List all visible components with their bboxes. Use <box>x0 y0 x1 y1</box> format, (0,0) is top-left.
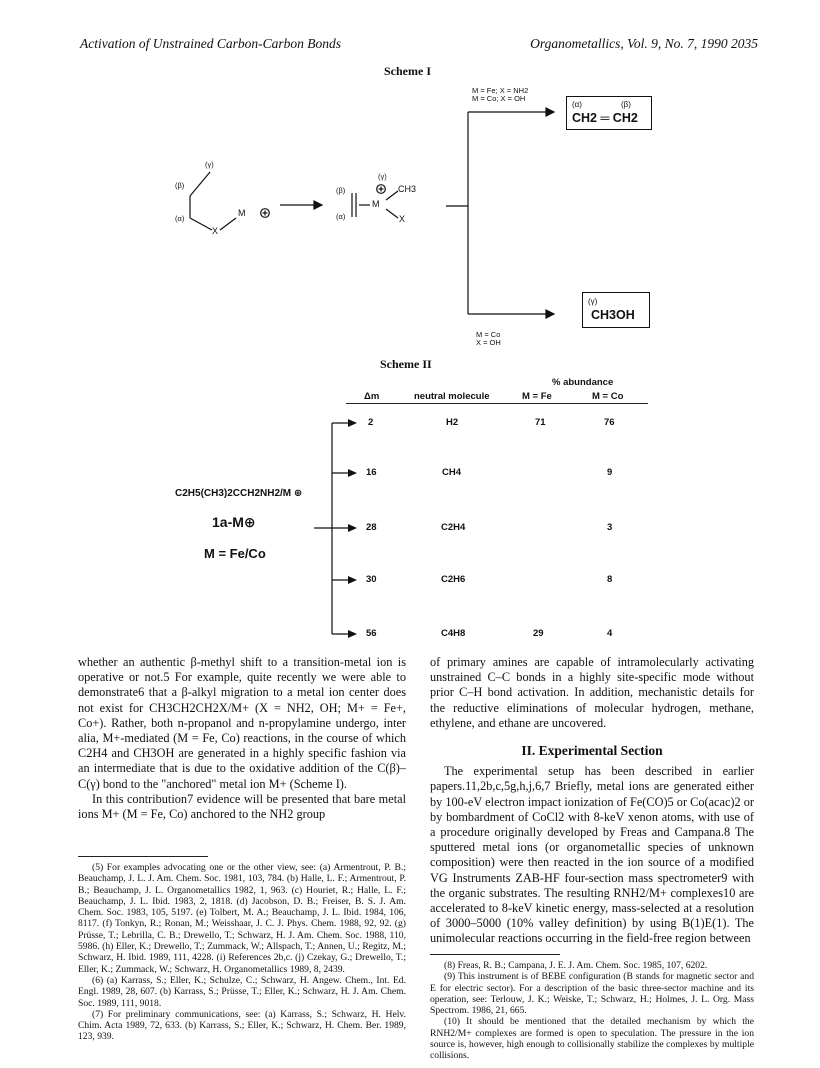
row-neutral: H2 <box>446 417 459 428</box>
intermediate-beta-label: (β) <box>336 186 346 195</box>
left-footnotes <box>78 862 406 1043</box>
box-gamma-label: (γ) <box>588 297 598 306</box>
metal-label: M = Fe/Co <box>204 546 266 561</box>
box-ethylene-formula: CH2 ═ CH2 <box>572 111 638 125</box>
paragraph: whether an authentic β-methyl shift to a transition-metal ion is operative or not.5 For example, quite recently we were able to demonstrate6 that a β-alkyl migration to a metal ion center does not exist for CH3CH2CH2X/M+ (X = NH2, OH; M+ = Fe+, Co+). Rather, both n-propanol and n-propylamine undergo, inter alia, M+-mediated (M = Fe, Co) reactions, in the course of which C2H4 and CH3OH are generated in a highly specific fashion via an intermediate that is due to the oxidative addition of the C(β)–C(γ) bond to the "anchored" metal ion M+ (Scheme I). <box>78 655 406 791</box>
product-box-methanol <box>582 292 650 328</box>
intermediate-bond-x <box>386 209 398 218</box>
row-co: 3 <box>607 522 613 533</box>
row-dm: 2 <box>368 417 374 428</box>
footnote-10: (10) It should be mentioned that the detailed mechanism by which the RNH2/M+ complexes are formed is open to speculation. The pressure in the ion source is, however, high enough to collisionally stabilize the complexes by multiple collisions. <box>430 1016 754 1062</box>
reactant-gamma-label: (γ) <box>205 160 214 169</box>
paragraph: In this contribution7 evidence will be presented that bare metal ions M+ (M = Fe, Co) anchored to the NH2 group <box>78 791 406 822</box>
right-footnotes <box>430 960 754 1062</box>
row-neutral: C4H8 <box>441 628 466 639</box>
intermediate-alpha-label: (α) <box>336 212 346 221</box>
row-co: 9 <box>607 467 613 478</box>
row-co: 76 <box>604 417 615 428</box>
footnote-rule-right <box>430 954 560 955</box>
paragraph: The experimental setup has been described in earlier papers.11,2b,c,5g,h,j,6,7 Briefly, metal ions are generated either by 100-eV electron impact ionization of Fe(CO)5 or Co(acac)2 or by bombardment of CoCl2 with 8-keV xenon atoms, with use of a procedure originally developed by Freas and Campana.8 The sputtered metal ions (or organometallic species of unknown composition) were then reacted in the ion source of a modified VG Instruments ZAB-HF four-section mass spectrometer9 with the organic substrates. The resulting RNH2/M+ complexes10 are accelerated to 8-keV kinetic energy, mass-selected at a resolution of 3000–5000 (10% valley definition) by using B(1)E(1). The unimolecular reactions occurring in the field-free region between <box>430 764 754 946</box>
box-methanol-formula: CH3OH <box>591 308 635 322</box>
right-column-body <box>430 655 754 947</box>
reactant-bond-x-m <box>220 218 236 230</box>
row-dm: 56 <box>366 628 377 639</box>
row-dm: 30 <box>366 574 377 585</box>
reactant-bond-alpha-x <box>190 218 212 230</box>
footnote-5: (5) For examples advocating one or the other view, see: (a) Armentrout, P. B.; Beauchamp, J. L. J. Am. Chem. Soc. 1981, 103, 784. (b) Halle, L. F.; Armentrout, P. B.; Beauchamp, J. L. Organometallics 1982, 1, 963. (c) Houriet, R.; Halle, L. F.; Beauchamp, J. L. Ibid. 1983, 2, 1818. (d) Jacobson, D. B.; Freiser, B. S. J. Am. Chem. Soc. 1983, 105, 5197. (e) Tolbert, M. A.; Beauchamp, J. L. Ibid. 1984, 106, 8117. (f) Tonkyn, R.; Ronan, M.; Weisshaar, J. C. J. Phys. Chem. 1988, 92, 92. (g) Prüsse, T.; Lebrilla, C. B.; Drewello, T.; Schwarz, H. J. Am. Chem. Soc. 1988, 110, 5986. (h) Eller, K.; Drewello, T.; Zummack, W.; Allspach, T.; Annen, U.; Regitz, M.; Schwarz, H. Ibid. 1989, 111, 4228. (i) References 2b,c. (j) Czekay, G.; Drewello, T.; Eller, K.; Zummack, W.; Schwarz, H. Organometallics 1989, 8, 2439. <box>78 862 406 975</box>
footnote-8: (8) Freas, R. B.; Campana, J. E. J. Am. Chem. Soc. 1985, 107, 6202. <box>444 960 708 971</box>
reactant-x-label: X <box>212 226 219 236</box>
scheme-2-title: Scheme II <box>380 357 432 371</box>
col-neutral-molecule: neutral molecule <box>414 391 490 402</box>
col-m-fe: M = Fe <box>522 391 552 402</box>
box-beta-label: (β) <box>621 100 631 109</box>
left-column-body <box>78 655 406 822</box>
row-neutral: C2H6 <box>441 574 466 585</box>
row-dm: 16 <box>366 467 377 478</box>
reactant-alpha-label: (α) <box>175 214 185 223</box>
reactant-beta-label: (β) <box>175 181 185 190</box>
compound-label: 1a-M⊕ <box>212 514 256 530</box>
paragraph: of primary amines are capable of intramolecularly activating unstrained C–C bonds in a highly site-specific mode without prior C–H bond activation. In addition, mechanistic details for the reductive eliminations of molecular hydrogen, methane, ethylene, and ethane are uncovered. <box>430 655 754 730</box>
top-condition-1: M = Fe; X = NH2 <box>472 86 529 95</box>
row-co: 4 <box>607 628 613 639</box>
footnote-6: (6) (a) Karrass, S.; Eller, K.; Schulze, C.; Schwarz, H. Angew. Chem., Int. Ed. Engl. 1989, 28, 607. (b) Karrass, S.; Prüsse, T.; Eller, K.; Schwarz, H. J. Am. Chem. Soc. 1989, 111, 9018. <box>78 974 406 1009</box>
footnote-rule-left <box>78 856 208 857</box>
abundance-header: % abundance <box>552 377 614 388</box>
bottom-condition-2: X = OH <box>476 338 501 347</box>
running-header-journal: Organometallics, Vol. 9, No. 7, 1990 2035 <box>530 36 758 51</box>
intermediate-m-label: M <box>372 199 380 209</box>
row-fe: 29 <box>533 628 544 639</box>
precursor-formula: C2H5(CH3)2CCH2NH2/M ⊕ <box>175 488 303 499</box>
intermediate-bond-ch3 <box>386 191 398 200</box>
scheme-1-title: Scheme I <box>384 64 431 78</box>
top-condition-2: M = Co; X = OH <box>472 94 526 103</box>
row-co: 8 <box>607 574 613 585</box>
row-neutral: CH4 <box>442 467 462 478</box>
scheme-1-drawing <box>0 0 820 360</box>
box-alpha-label: (α) <box>572 100 582 109</box>
intermediate-x-label: X <box>399 214 406 224</box>
row-fe: 71 <box>535 417 546 428</box>
footnote-9: (9) This instrument is of BEBE configuration (B stands for magnetic sector and E for electric sector). For a description of the basic three-sector machine and its operation, see: Terlouw, J. K.; Weiske, T.; Schwarz, H.; Holmes, J. L. Org. Mass Spectrom. 1986, 21, 665. <box>430 971 754 1017</box>
intermediate-gamma-label: (γ) <box>378 172 387 181</box>
footnote-7: (7) For preliminary communications, see: (a) Karrass, S.; Schwarz, H. Helv. Chim. Acta 1989, 72, 633. (b) Karrass, S.; Eller, K.; Schwarz, H. Chem. Ber. 1989, 123, 939. <box>78 1008 406 1043</box>
col-m-co: M = Co <box>592 391 624 402</box>
bottom-condition-1: M = Co <box>476 330 501 339</box>
row-neutral: C2H4 <box>441 522 466 533</box>
reactant-bond-gamma-beta <box>190 172 210 196</box>
row-dm: 28 <box>366 522 377 533</box>
reactant-m-label: M <box>238 208 246 218</box>
intermediate-ch3-label: CH3 <box>398 184 417 194</box>
section-heading: II. Experimental Section <box>521 743 663 759</box>
product-box-ethylene <box>566 96 652 130</box>
col-delta-m: Δm <box>364 391 380 402</box>
scheme-2-arrows <box>0 400 820 650</box>
running-header-title: Activation of Unstrained Carbon-Carbon Bonds <box>80 36 341 51</box>
